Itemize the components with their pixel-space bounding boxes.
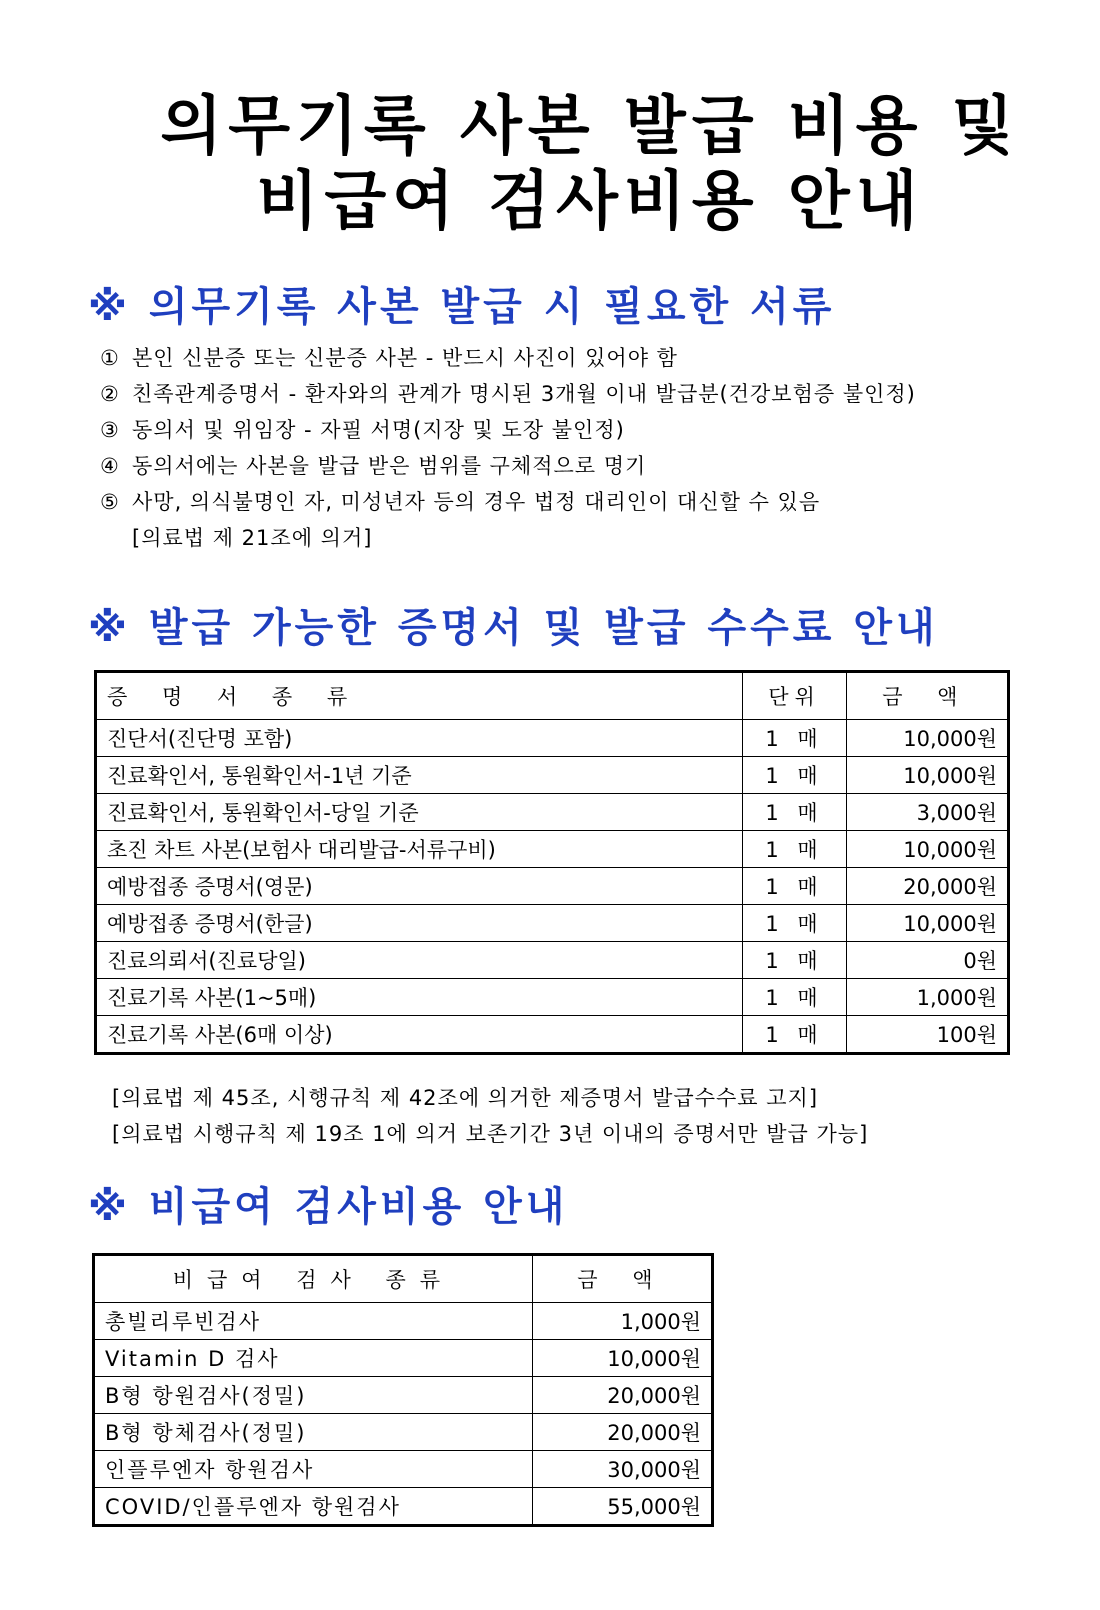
cell-name: 진료확인서, 통원확인서-1년 기준 — [96, 757, 743, 794]
list-item — [100, 412, 916, 448]
cell-amount: 1,000원 — [532, 1303, 712, 1340]
cell-name: 진단서(진단명 포함) — [96, 720, 743, 757]
table-row — [96, 942, 1009, 979]
table-row — [96, 720, 1009, 757]
section-heading-documents: ※ 의무기록 사본 발급 시 필요한 서류 — [88, 284, 836, 330]
item-number: ① — [100, 346, 120, 370]
list-item — [100, 484, 916, 520]
item-number: ④ — [100, 454, 120, 478]
legal-note: [의료법 제 45조, 시행규칙 제 42조에 의거한 제증명서 발급수수료 고지] — [112, 1086, 819, 1110]
item-text: 친족관계증명서 - 환자와의 관계가 명시된 3개월 이내 발급분(건강보험증 불인정) — [132, 382, 916, 406]
table-header-row — [96, 672, 1009, 720]
section-heading-certificates: ※ 발급 가능한 증명서 및 발급 수수료 안내 — [88, 605, 939, 651]
header-amount: 금 액 — [532, 1255, 712, 1303]
cell-name: B형 항원검사(정밀) — [94, 1377, 533, 1414]
cell-unit: 1 매 — [743, 1016, 846, 1054]
table-row — [94, 1377, 713, 1414]
item-number: ③ — [100, 418, 120, 442]
cell-amount: 30,000원 — [532, 1451, 712, 1488]
cell-amount: 55,000원 — [532, 1488, 712, 1526]
cell-name: 인플루엔자 항원검사 — [94, 1451, 533, 1488]
table-row — [94, 1303, 713, 1340]
cell-name: 진료기록 사본(6매 이상) — [96, 1016, 743, 1054]
requirements-list — [100, 340, 916, 556]
cell-unit: 1 매 — [743, 868, 846, 905]
cell-amount: 100원 — [846, 1016, 1008, 1054]
list-item — [100, 376, 916, 412]
legal-note: [의료법 시행규칙 제 19조 1에 의거 보존기간 3년 이내의 증명서만 발급 가능] — [112, 1122, 869, 1146]
cell-unit: 1 매 — [743, 757, 846, 794]
fee-legal-notes — [112, 1080, 868, 1152]
cell-name: 총빌리루빈검사 — [94, 1303, 533, 1340]
cell-name: 예방접종 증명서(영문) — [96, 868, 743, 905]
cell-name: 진료확인서, 통원확인서-당일 기준 — [96, 794, 743, 831]
table-row — [94, 1414, 713, 1451]
cell-amount: 10,000원 — [846, 757, 1008, 794]
cell-amount: 20,000원 — [532, 1377, 712, 1414]
cell-unit: 1 매 — [743, 979, 846, 1016]
item-number: ② — [100, 382, 120, 406]
cell-amount: 3,000원 — [846, 794, 1008, 831]
cell-unit: 1 매 — [743, 942, 846, 979]
cell-name: COVID/인플루엔자 항원검사 — [94, 1488, 533, 1526]
page-title-line2: 비급여 검사비용 안내 — [256, 165, 924, 239]
cell-unit: 1 매 — [743, 831, 846, 868]
section-heading-tests: ※ 비급여 검사비용 안내 — [88, 1184, 569, 1230]
cell-amount: 10,000원 — [846, 905, 1008, 942]
certificate-fee-table — [94, 670, 1010, 1055]
cell-amount: 0원 — [846, 942, 1008, 979]
table-row — [96, 831, 1009, 868]
cell-amount: 20,000원 — [532, 1414, 712, 1451]
page-title-line1: 의무기록 사본 발급 비용 및 — [160, 90, 1020, 164]
table-header-row — [94, 1255, 713, 1303]
table-row — [96, 979, 1009, 1016]
table-row — [96, 1016, 1009, 1054]
list-item — [100, 340, 916, 376]
cell-amount: 10,000원 — [846, 720, 1008, 757]
cell-name: B형 항체검사(정밀) — [94, 1414, 533, 1451]
cell-unit: 1 매 — [743, 905, 846, 942]
cell-name: Vitamin D 검사 — [94, 1340, 533, 1377]
table-row — [96, 905, 1009, 942]
cell-name: 진료기록 사본(1~5매) — [96, 979, 743, 1016]
cell-unit: 1 매 — [743, 720, 846, 757]
cell-amount: 1,000원 — [846, 979, 1008, 1016]
cell-name: 예방접종 증명서(한글) — [96, 905, 743, 942]
list-item — [100, 448, 916, 484]
header-test-type: 비급여 검사 종류 — [94, 1255, 533, 1303]
item-number: ⑤ — [100, 490, 120, 514]
table-row — [96, 868, 1009, 905]
cell-amount: 10,000원 — [532, 1340, 712, 1377]
header-amount: 금 액 — [846, 672, 1008, 720]
cell-unit: 1 매 — [743, 794, 846, 831]
header-certificate-type: 증 명 서 종 류 — [96, 672, 743, 720]
table-row — [96, 794, 1009, 831]
table-row — [94, 1340, 713, 1377]
table-row — [96, 757, 1009, 794]
cell-name: 초진 차트 사본(보험사 대리발급-서류구비) — [96, 831, 743, 868]
item-text: 본인 신분증 또는 신분증 사본 - 반드시 사진이 있어야 함 — [132, 346, 678, 370]
cell-amount: 20,000원 — [846, 868, 1008, 905]
table-row — [94, 1451, 713, 1488]
cell-name: 진료의뢰서(진료당일) — [96, 942, 743, 979]
header-unit: 단위 — [743, 672, 846, 720]
table-row — [94, 1488, 713, 1526]
item-text: 사망, 의식불명인 자, 미성년자 등의 경우 법정 대리인이 대신할 수 있음 — [132, 490, 821, 514]
cell-amount: 10,000원 — [846, 831, 1008, 868]
item-text: 동의서에는 사본을 발급 받은 범위를 구체적으로 명기 — [132, 454, 647, 478]
non-covered-test-table — [92, 1253, 714, 1527]
item-text: 동의서 및 위임장 - 자필 서명(지장 및 도장 불인정) — [132, 418, 625, 442]
requirements-legal-note: [의료법 제 21조에 의거] — [132, 526, 373, 550]
